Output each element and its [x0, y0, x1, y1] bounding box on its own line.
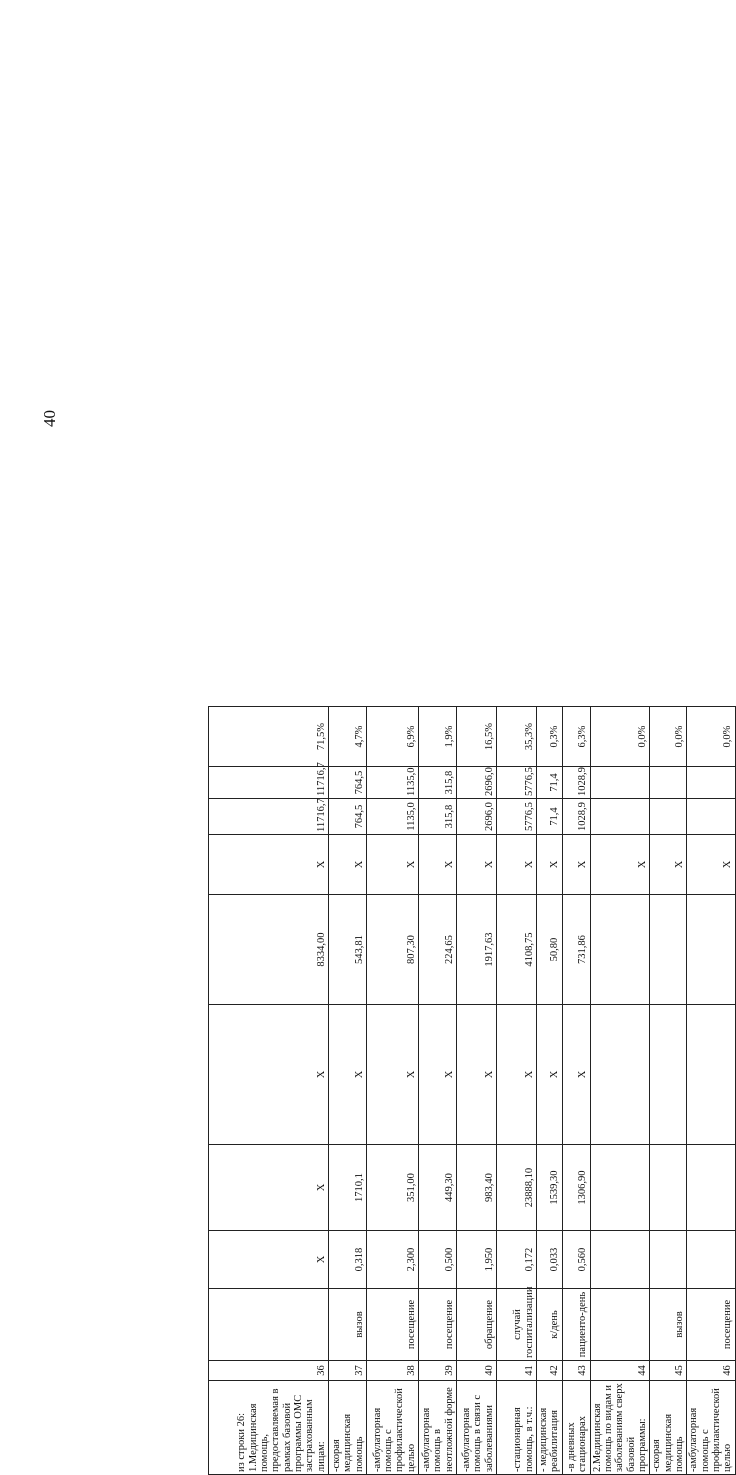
cost-norm-cell: [650, 1145, 687, 1231]
row-number-cell: 36: [209, 1361, 329, 1381]
row-number-cell: 37: [329, 1361, 367, 1381]
cost-budget-cell: X: [537, 835, 563, 895]
cost-total-cell: 315,8: [419, 767, 457, 799]
cost-total-cell: 11716,7: [209, 767, 329, 799]
cost-total-cell: [590, 767, 650, 799]
per-capita-oms-cell: 8334,00: [209, 895, 329, 1005]
table-row: [209, 707, 329, 1475]
row-number-cell: 46: [687, 1361, 735, 1381]
volume-norm-cell: [590, 1231, 650, 1289]
cost-oms-cell: 11716,7: [209, 799, 329, 835]
share-percent-cell: 0,0%: [650, 707, 687, 767]
cost-norm-cell: 23888,10: [497, 1145, 537, 1231]
table-row: [329, 707, 367, 1475]
share-percent-cell: 71,5%: [209, 707, 329, 767]
per-capita-budget-cell: X: [367, 1005, 419, 1145]
row-name-cell: -в дневных стационарах: [562, 1381, 590, 1475]
row-name-cell: -амбулаторная помощь в связи с заболеваниями: [457, 1381, 497, 1475]
budget-table: [208, 706, 736, 1475]
cost-norm-cell: 983,40: [457, 1145, 497, 1231]
table-body: [209, 707, 736, 1475]
per-capita-budget-cell: [650, 1005, 687, 1145]
row-name-cell: -амбулаторная помощь с профилактической целью: [367, 1381, 419, 1475]
share-percent-cell: 1,9%: [419, 707, 457, 767]
row-number-cell: 38: [367, 1361, 419, 1381]
cost-oms-cell: [687, 799, 735, 835]
per-capita-oms-cell: 224,65: [419, 895, 457, 1005]
page-number: 40: [40, 410, 59, 427]
table-row: [537, 707, 563, 1475]
cost-total-cell: 1028,9: [562, 767, 590, 799]
cost-total-cell: [687, 767, 735, 799]
row-name-cell: из строки 26: 1.Медицинская помощь, предоставляемая в рамках базовой программы ОМС застрахованным лицам:: [209, 1381, 329, 1475]
cost-total-cell: 71,4: [537, 767, 563, 799]
cost-oms-cell: 1028,9: [562, 799, 590, 835]
row-name-cell: -стационарная помощь, в т.ч.:: [497, 1381, 537, 1475]
share-percent-cell: 35,3%: [497, 707, 537, 767]
unit-of-measure-cell: посещение: [367, 1289, 419, 1361]
unit-of-measure-cell: вызов: [650, 1289, 687, 1361]
cost-total-cell: 2696,0: [457, 767, 497, 799]
cost-total-cell: [650, 767, 687, 799]
per-capita-oms-cell: [687, 895, 735, 1005]
cost-norm-cell: 1306,90: [562, 1145, 590, 1231]
volume-norm-cell: 0,500: [419, 1231, 457, 1289]
cost-norm-cell: 1710,1: [329, 1145, 367, 1231]
row-number-cell: 42: [537, 1361, 563, 1381]
cost-budget-cell: X: [209, 835, 329, 895]
row-name-cell: 2.Медицинская помощь по видам и заболеваниям сверх базовой программы:: [590, 1381, 650, 1475]
cost-budget-cell: X: [562, 835, 590, 895]
rotated-table-wrapper: [208, 707, 734, 1475]
per-capita-budget-cell: X: [457, 1005, 497, 1145]
cost-norm-cell: 449,30: [419, 1145, 457, 1231]
table-row: [497, 707, 537, 1475]
cost-norm-cell: [687, 1145, 735, 1231]
row-number-cell: 45: [650, 1361, 687, 1381]
cost-oms-cell: 5776,5: [497, 799, 537, 835]
row-number-cell: 41: [497, 1361, 537, 1381]
per-capita-budget-cell: X: [562, 1005, 590, 1145]
per-capita-oms-cell: 807,30: [367, 895, 419, 1005]
cost-oms-cell: 71,4: [537, 799, 563, 835]
volume-norm-cell: X: [209, 1231, 329, 1289]
volume-norm-cell: 1,950: [457, 1231, 497, 1289]
unit-of-measure-cell: посещение: [419, 1289, 457, 1361]
row-number-cell: 43: [562, 1361, 590, 1381]
per-capita-oms-cell: [590, 895, 650, 1005]
cost-budget-cell: X: [497, 835, 537, 895]
row-name-cell: -скорая медицинская помощь: [650, 1381, 687, 1475]
cost-oms-cell: [650, 799, 687, 835]
unit-of-measure-cell: обращение: [457, 1289, 497, 1361]
cost-norm-cell: X: [209, 1145, 329, 1231]
row-name-cell: - медицинская реабилитация: [537, 1381, 563, 1475]
share-percent-cell: 0,0%: [590, 707, 650, 767]
unit-of-measure-cell: вызов: [329, 1289, 367, 1361]
row-number-cell: 40: [457, 1361, 497, 1381]
unit-of-measure-cell: [590, 1289, 650, 1361]
cost-budget-cell: X: [367, 835, 419, 895]
table-row: [687, 707, 735, 1475]
unit-of-measure-cell: случай госпитализации: [497, 1289, 537, 1361]
table-row: [419, 707, 457, 1475]
unit-of-measure-cell: к/день: [537, 1289, 563, 1361]
share-percent-cell: 6,9%: [367, 707, 419, 767]
cost-norm-cell: 1539,30: [537, 1145, 563, 1231]
cost-budget-cell: X: [650, 835, 687, 895]
cost-total-cell: 1135,0: [367, 767, 419, 799]
per-capita-oms-cell: 4108,75: [497, 895, 537, 1005]
table-row: [562, 707, 590, 1475]
cost-budget-cell: X: [419, 835, 457, 895]
per-capita-oms-cell: 731,86: [562, 895, 590, 1005]
table-row: [367, 707, 419, 1475]
table-row: [650, 707, 687, 1475]
table-row: [457, 707, 497, 1475]
table-row: [590, 707, 650, 1475]
row-name-cell: -амбулаторная помощь с профилактической целью: [687, 1381, 735, 1475]
volume-norm-cell: 0,033: [537, 1231, 563, 1289]
volume-norm-cell: [687, 1231, 735, 1289]
volume-norm-cell: 2,300: [367, 1231, 419, 1289]
share-percent-cell: 6,3%: [562, 707, 590, 767]
row-name-cell: -скорая медицинская помощь: [329, 1381, 367, 1475]
share-percent-cell: 0,3%: [537, 707, 563, 767]
per-capita-oms-cell: 50,80: [537, 895, 563, 1005]
volume-norm-cell: 0,318: [329, 1231, 367, 1289]
per-capita-oms-cell: 543,81: [329, 895, 367, 1005]
per-capita-budget-cell: [687, 1005, 735, 1145]
cost-oms-cell: 764,5: [329, 799, 367, 835]
per-capita-budget-cell: X: [419, 1005, 457, 1145]
row-name-cell: -амбулаторная помощь в неотложной форме: [419, 1381, 457, 1475]
volume-norm-cell: 0,560: [562, 1231, 590, 1289]
volume-norm-cell: [650, 1231, 687, 1289]
cost-oms-cell: 1135,0: [367, 799, 419, 835]
volume-norm-cell: 0,172: [497, 1231, 537, 1289]
cost-oms-cell: 315,8: [419, 799, 457, 835]
unit-of-measure-cell: пациенто-день: [562, 1289, 590, 1361]
per-capita-budget-cell: X: [209, 1005, 329, 1145]
row-number-cell: 39: [419, 1361, 457, 1381]
per-capita-oms-cell: 1917,63: [457, 895, 497, 1005]
row-number-cell: 44: [590, 1361, 650, 1381]
per-capita-budget-cell: [590, 1005, 650, 1145]
share-percent-cell: 4,7%: [329, 707, 367, 767]
cost-norm-cell: 351,00: [367, 1145, 419, 1231]
cost-budget-cell: X: [590, 835, 650, 895]
unit-of-measure-cell: посещение: [687, 1289, 735, 1361]
per-capita-budget-cell: X: [329, 1005, 367, 1145]
cost-norm-cell: [590, 1145, 650, 1231]
per-capita-budget-cell: X: [537, 1005, 563, 1145]
per-capita-oms-cell: [650, 895, 687, 1005]
cost-total-cell: 5776,5: [497, 767, 537, 799]
per-capita-budget-cell: X: [497, 1005, 537, 1145]
cost-total-cell: 764,5: [329, 767, 367, 799]
cost-budget-cell: X: [457, 835, 497, 895]
share-percent-cell: 0,0%: [687, 707, 735, 767]
cost-oms-cell: [590, 799, 650, 835]
cost-budget-cell: X: [329, 835, 367, 895]
cost-budget-cell: X: [687, 835, 735, 895]
share-percent-cell: 16,5%: [457, 707, 497, 767]
unit-of-measure-cell: [209, 1289, 329, 1361]
cost-oms-cell: 2696,0: [457, 799, 497, 835]
